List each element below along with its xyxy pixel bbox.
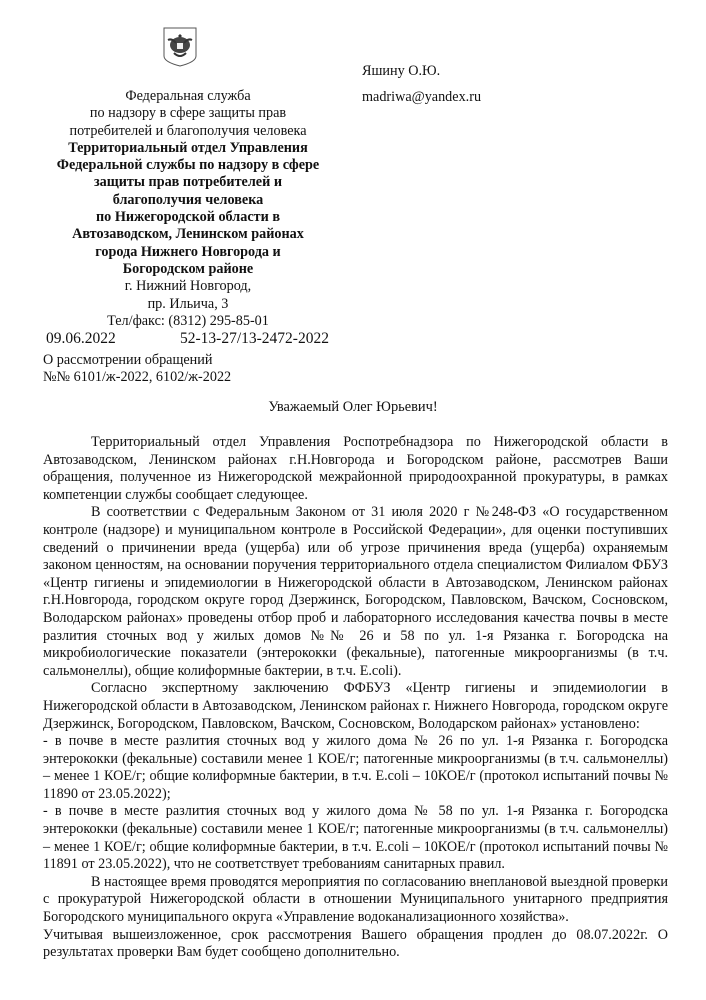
sender-dept-line: Автозаводском, Ленинском районах: [72, 226, 304, 243]
letter-body: [43, 434, 668, 962]
body-paragraph: Учитывая вышеизложенное, срок рассмотрения Вашего обращения продлен до 08.07.2022г. О результатах проверки Вам будет сообщено дополнительно.: [43, 926, 668, 961]
sender-dept-line: Территориальный отдел Управления: [68, 139, 308, 156]
sender-city: г. Нижний Новгород,: [124, 278, 252, 295]
sender-dept-line: Богородском районе: [122, 260, 254, 277]
subject-block: [43, 352, 231, 386]
sender-dept-line: по Нижегородской области в: [96, 209, 280, 226]
finding-item: - в почве в месте разлития сточных вод у жилого дома № 58 по ул. 1-я Рязанка г. Богородска энтерококки (фекальные) составили менее 1 КОЕ/г; патогенные микроорганизмы (в т.ч. сальмонеллы) – менее 1 КОЕ/г; общие колиформные бактерии, в т.ч. E.coli – 10КОЕ/г (протокол испытаний почвы № 11891 от 23.05.2022), что не соответствует требованиям санитарных правил.: [43, 803, 668, 873]
recipient-block: [362, 58, 481, 110]
registration-number: 52-13-27/13-2472-2022: [180, 330, 329, 347]
sender-line: по надзору в сфере защиты прав: [89, 105, 287, 122]
russian-coat-of-arms-icon: [162, 26, 198, 68]
sender-line: потребителей и благополучия человека: [69, 122, 307, 139]
finding-item: - в почве в месте разлития сточных вод у жилого дома № 26 по ул. 1-я Рязанка г. Богородска энтерококки (фекальные) составили менее 1 КОЕ/г; патогенные микроорганизмы (в т.ч. сальмонеллы) – менее 1 КОЕ/г; общие колиформные бактерии, в т.ч. E.coli – 10КОЕ/г (протокол испытаний почвы № 11890 от 23.05.2022);: [43, 733, 668, 802]
sender-phone: Тел/факс: (8312) 295-85-01: [107, 312, 269, 329]
sender-dept-line: защиты прав потребителей и: [93, 174, 282, 191]
body-paragraph: Согласно экспертному заключению ФФБУЗ «Центр гигиены и эпидемиологии в Нижегородской области в Автозаводском, Ленинском районах г. Нижнего Новгорода, городском округе Дзержинск, Богородском, Павловском, Вачском, Сосновском, Володарском районах» установлено:: [43, 680, 668, 732]
body-paragraph: Территориальный отдел Управления Роспотребнадзора по Нижегородской области в Автозаводском, Ленинском районах г.Н.Новгорода и Богородском районе, рассмотрев Ваши обращения, полученное из Нижегородской межрайонной природоохранной прокуратуры, в рамках компетенции службы сообщает следующее.: [43, 434, 668, 503]
salutation: Уважаемый Олег Юрьевич!: [268, 399, 438, 415]
sender-address: пр. Ильича, 3: [147, 295, 229, 312]
sender-dept-line: благополучия человека: [112, 191, 264, 208]
recipient-email: madriwa@yandex.ru: [362, 89, 482, 105]
registration-date: 09.06.2022: [46, 330, 116, 347]
recipient-name: Яшину О.Ю.: [362, 63, 441, 79]
sender-dept-line: Федеральной службы по надзору в сфере: [56, 157, 320, 174]
subject-line: №№ 6101/ж-2022, 6102/ж-2022: [43, 369, 232, 386]
body-paragraph: В соответствии с Федеральным Законом от 31 июля 2020 г №248-ФЗ «О государственном контроле (надзоре) и муниципальном контроле в Российской Федерации», для оценки поступивших сведений о причинении вреда (ущерба) или об угрозе причинения вреда (ущерба) охраняемым законом ценностям, на основании поручения территориального отдела специалистом Филиалом ФБУЗ «Центр гигиены и эпидемиологии в Нижегородской области в Автозаводском, Ленинском районах г.Н.Новгорода, городском округе город Дзержинск, Богородском, Павловском, Вачском, Сосновском, Володарском районах» проведены отбор проб и лабораторного исследования качества почвы в месте разлития сточных вод у жилых домов №№ 26 и 58 по ул. 1-я Рязанка г. Богородска на микробиологические показатели (энтерококки (фекальные), патогенные микроорганизмы (в т.ч. сальмонеллы), общие колиформные бактерии, в т.ч. E.coli).: [43, 504, 668, 679]
sender-dept-line: города Нижнего Новгорода и: [95, 243, 281, 260]
body-paragraph: В настоящее время проводятся мероприятия по согласованию внеплановой выездной проверки с прокуратурой Нижегородской области в отношении Муниципального унитарного предприятия Богородского муниципального округа «Управление водоканализационного хозяйства».: [43, 873, 668, 926]
subject-line: О рассмотрении обращений: [43, 352, 213, 368]
sender-block: [42, 88, 334, 330]
sender-line: Федеральная служба: [125, 88, 251, 104]
